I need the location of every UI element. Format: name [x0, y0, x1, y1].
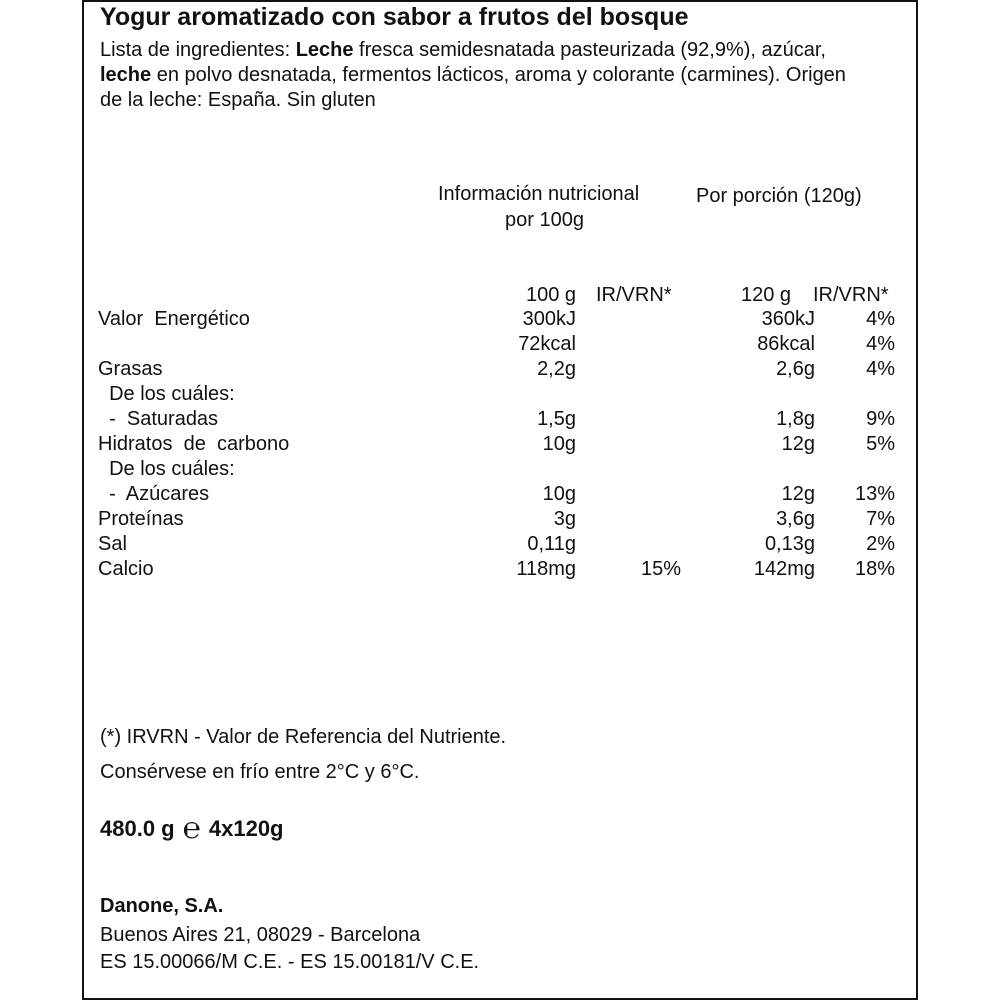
- ingredients-part1: fresca semidesnatada pasteurizada (92,9%), azúcar,: [353, 39, 826, 61]
- row-value-120g: 0,13g: [764, 533, 815, 555]
- row-ir-120g: 4%: [866, 333, 895, 355]
- ingredients-prefix: Lista de ingredientes:: [100, 39, 296, 61]
- row-value-100g: 10g: [542, 483, 576, 505]
- ingredient-bold-leche-2: leche: [100, 64, 152, 86]
- row-label: De los cuáles:: [98, 383, 235, 405]
- row-label: Valor Energético: [98, 308, 250, 330]
- row-value-100g: 118mg: [516, 558, 576, 580]
- row-ir-120g: 2%: [866, 533, 895, 555]
- row-label: De los cuáles:: [98, 458, 235, 480]
- row-label: Calcio: [98, 558, 154, 580]
- row-value-100g: 10g: [542, 433, 576, 455]
- header-per100-line2: por 100g: [505, 209, 584, 231]
- row-value-120g: 142mg: [753, 558, 815, 580]
- row-ir-100g: 15%: [640, 558, 681, 580]
- row-ir-120g: 5%: [866, 433, 895, 455]
- row-value-100g: 0,11g: [527, 533, 576, 555]
- net-units: 4x120g: [208, 816, 284, 841]
- row-ir-120g: 13%: [854, 483, 895, 505]
- row-value-120g: 12g: [781, 433, 815, 455]
- row-value-120g: 2,6g: [776, 358, 815, 380]
- product-title: Yogur aromatizado con sabor a frutos del bosque: [100, 3, 689, 31]
- row-value-120g: 360kJ: [761, 308, 815, 330]
- row-ir-120g: 9%: [866, 408, 895, 430]
- footnote: (*) IRVRN - Valor de Referencia del Nutriente.: [100, 726, 507, 748]
- ingredient-bold-leche: Leche: [295, 39, 354, 61]
- row-value-100g: 1,5g: [537, 408, 576, 430]
- company-name: Danone, S.A.: [100, 895, 224, 917]
- row-value-120g: 12g: [781, 483, 815, 505]
- header-portion: Por porción (120g): [696, 185, 862, 207]
- registry-number: ES 15.00066/M C.E. - ES 15.00181/V C.E.: [100, 951, 480, 973]
- row-value-100g: 2,2g: [537, 358, 576, 380]
- row-label: - Saturadas: [98, 408, 219, 430]
- ingredients-text: [100, 38, 860, 113]
- company-address: Buenos Aires 21, 08029 - Barcelona: [100, 924, 421, 946]
- row-label: Grasas: [98, 358, 163, 380]
- ingredients-part2: en polvo desnatada, fermentos lácticos, aroma y colorante (carmines). Origen de la leche: España. Sin gluten: [100, 64, 846, 111]
- row-value-120g: 1,8g: [776, 408, 815, 430]
- col-header-ir2: IR/VRN*: [813, 284, 889, 306]
- row-ir-120g: 18%: [854, 558, 895, 580]
- header-per100-line1: Información nutricional: [438, 183, 640, 205]
- storage-note: Consérvese en frío entre 2°C y 6°C.: [100, 761, 420, 783]
- row-label: Sal: [98, 533, 127, 555]
- row-ir-120g: 7%: [866, 508, 895, 530]
- net-weight-line: [100, 812, 284, 845]
- row-label: Proteínas: [98, 508, 184, 530]
- row-value-100g: 300kJ: [522, 308, 576, 330]
- row-value-100g: 72kcal: [518, 333, 576, 355]
- col-header-ir1: IR/VRN*: [596, 284, 672, 306]
- row-value-120g: 3,6g: [776, 508, 815, 530]
- estimated-sign-icon: ℮: [182, 812, 201, 845]
- col-header-120g: 120 g: [741, 284, 792, 306]
- col-header-100g: 100 g: [526, 284, 577, 306]
- row-ir-120g: 4%: [866, 358, 895, 380]
- row-label: Hidratos de carbono: [98, 433, 290, 455]
- row-label: - Azúcares: [98, 483, 210, 505]
- row-ir-120g: 4%: [866, 308, 895, 330]
- row-value-100g: 3g: [553, 508, 576, 530]
- row-value-120g: 86kcal: [757, 333, 815, 355]
- net-weight: 480.0 g: [100, 816, 175, 841]
